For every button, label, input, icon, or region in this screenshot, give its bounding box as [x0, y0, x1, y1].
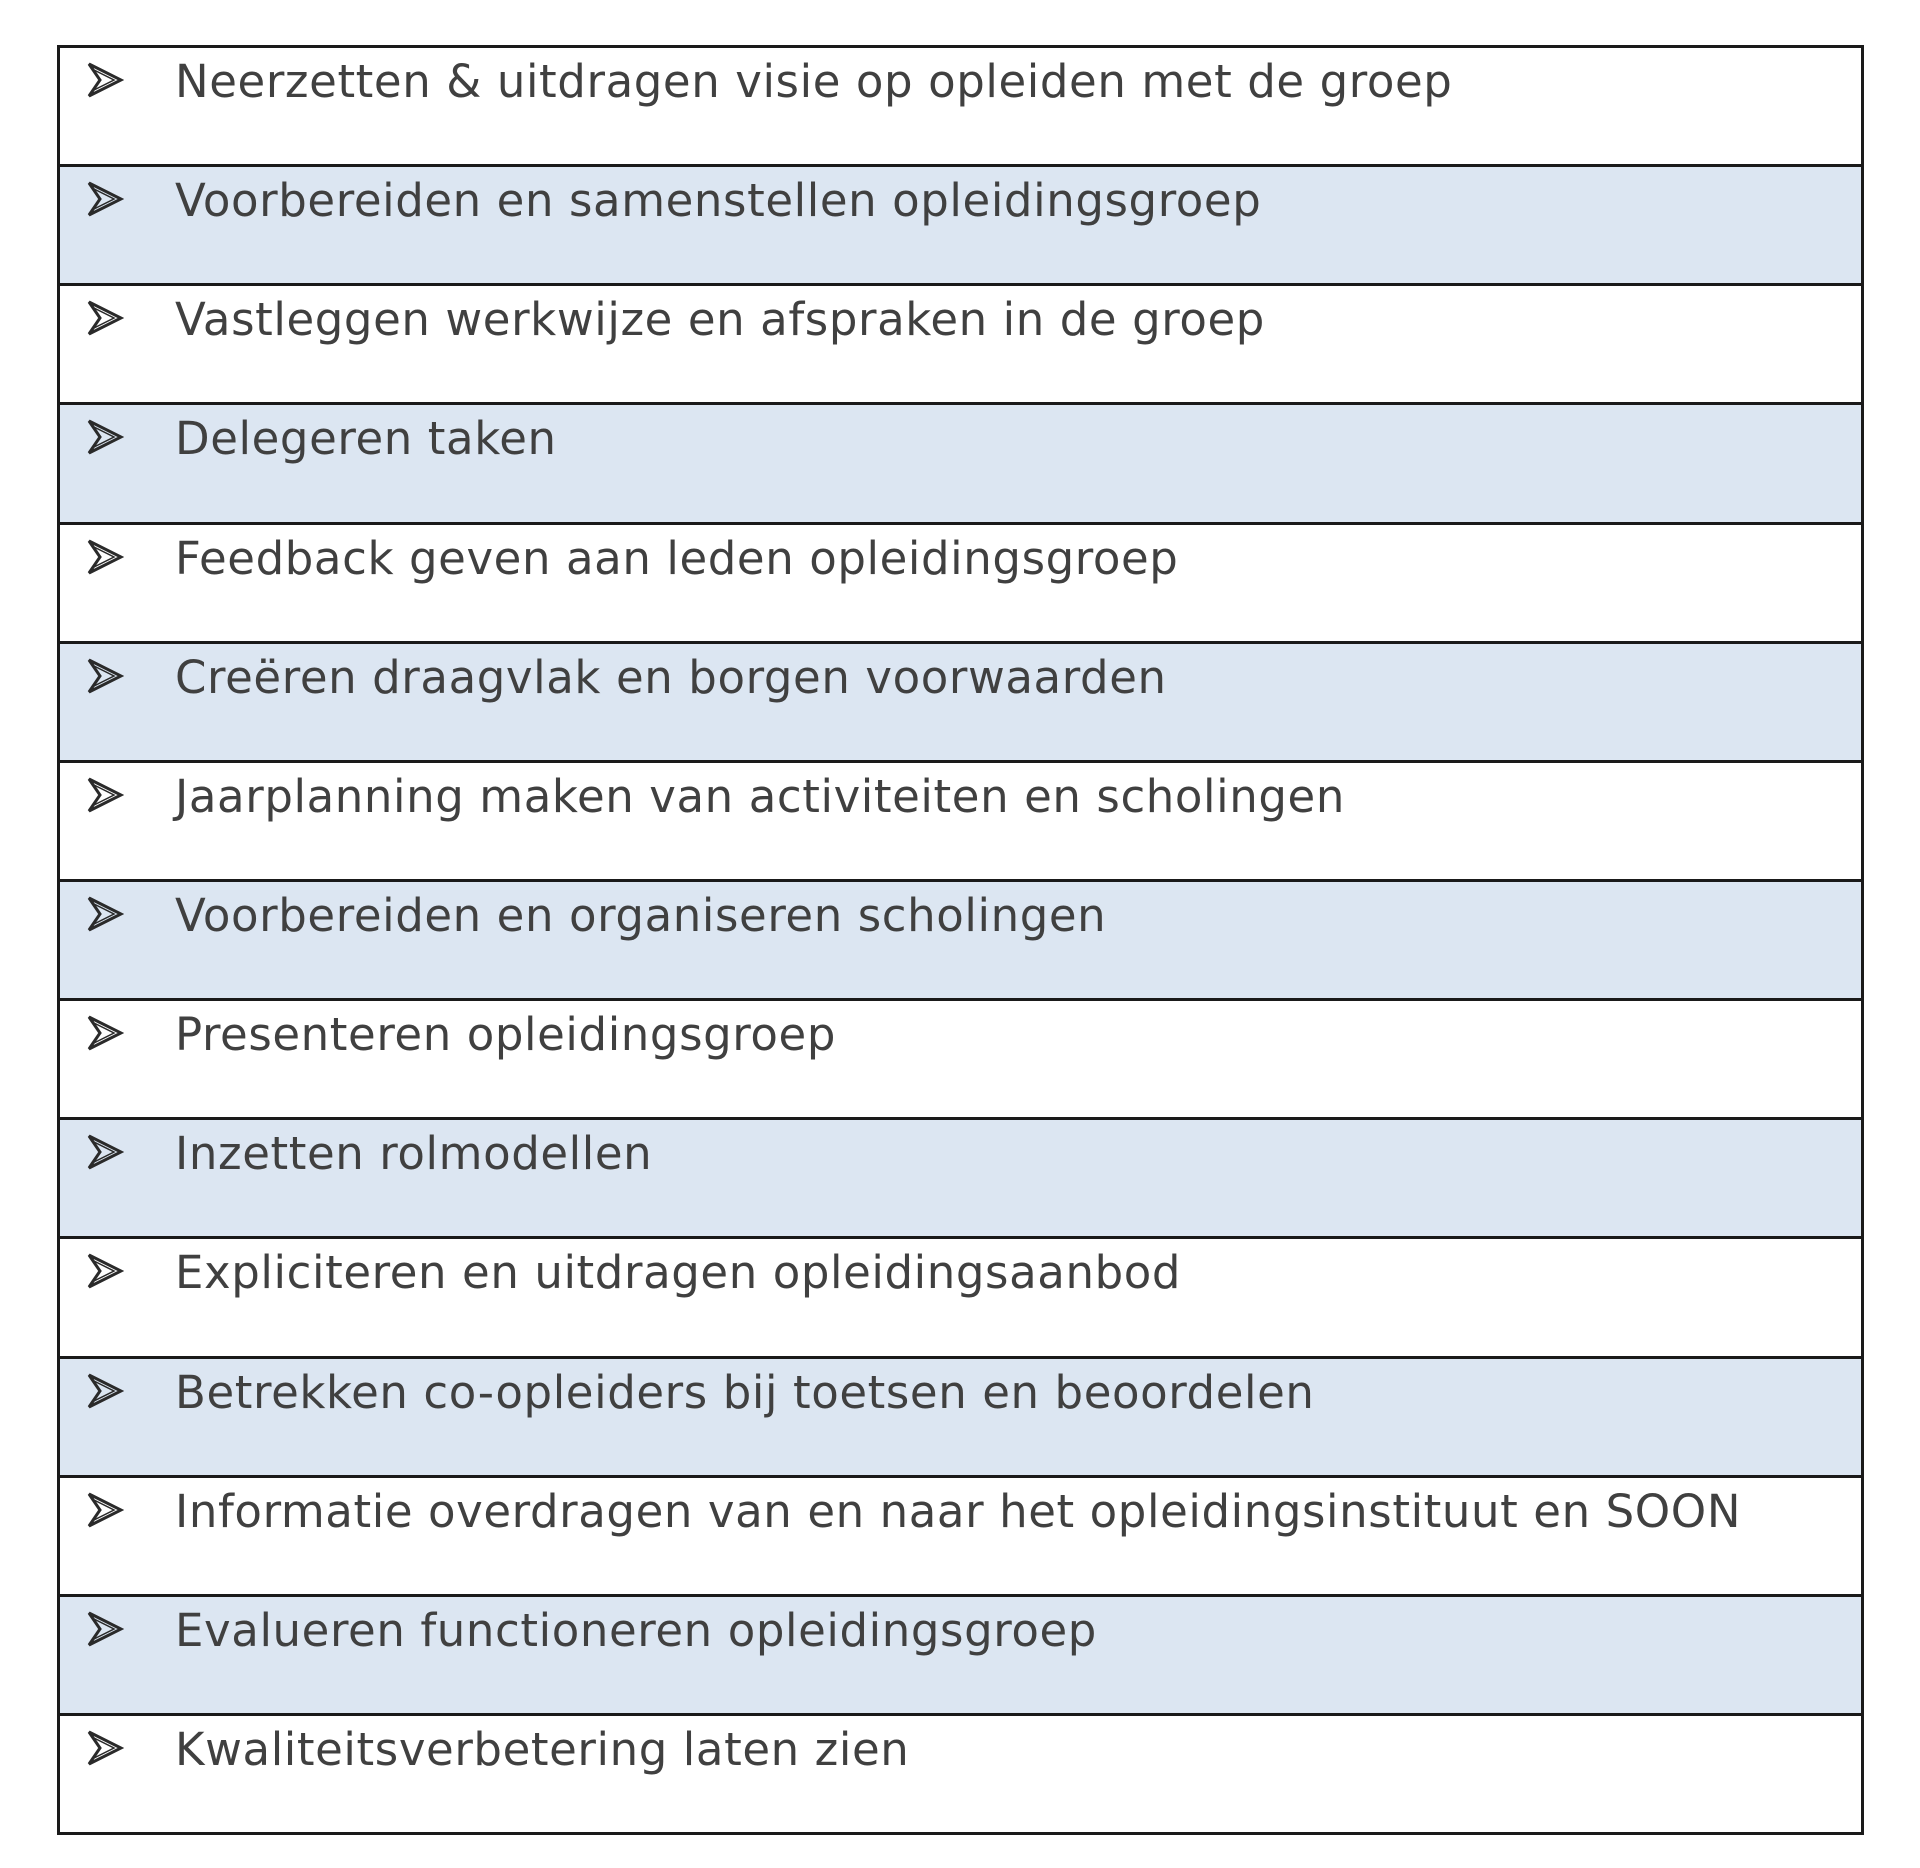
- arrowhead-bullet-icon: [86, 775, 124, 815]
- table-row: [60, 1475, 1861, 1594]
- table-row: [60, 641, 1861, 760]
- arrowhead-bullet-icon: [86, 1728, 124, 1768]
- arrowhead-bullet-icon: [86, 1371, 124, 1411]
- table-row: [60, 1117, 1861, 1236]
- arrowhead-bullet-icon: [86, 417, 124, 457]
- task-table: [57, 45, 1864, 1835]
- table-row: [60, 1713, 1861, 1832]
- arrowhead-bullet-icon: [86, 894, 124, 934]
- row-label: Voorbereiden en organiseren scholingen: [175, 888, 1107, 942]
- arrowhead-bullet-icon: [86, 179, 124, 219]
- table-row: [60, 522, 1861, 641]
- row-label: Evalueren functioneren opleidingsgroep: [175, 1603, 1097, 1657]
- table-row: [60, 998, 1861, 1117]
- arrowhead-bullet-icon: [86, 1609, 124, 1649]
- arrowhead-bullet-icon: [86, 1132, 124, 1172]
- arrowhead-bullet-icon: [86, 537, 124, 577]
- arrowhead-bullet-icon: [86, 656, 124, 696]
- arrowhead-bullet-icon: [86, 298, 124, 338]
- row-label: Betrekken co-opleiders bij toetsen en beoordelen: [175, 1365, 1315, 1419]
- table-row: [60, 1356, 1861, 1475]
- table-row: [60, 283, 1861, 402]
- row-label: Neerzetten & uitdragen visie op opleiden met de groep: [175, 55, 1453, 108]
- table-row: [60, 164, 1861, 283]
- row-label: Voorbereiden en samenstellen opleidingsgroep: [175, 174, 1262, 228]
- table-row: [60, 760, 1861, 879]
- arrowhead-bullet-icon: [86, 60, 124, 100]
- row-label: Informatie overdragen van en naar het opleidingsinstituut en SOON: [175, 1484, 1742, 1538]
- row-label: Delegeren taken: [175, 412, 557, 466]
- arrowhead-bullet-icon: [86, 1490, 124, 1530]
- table-row: [60, 402, 1861, 521]
- arrowhead-bullet-icon: [86, 1251, 124, 1291]
- row-label: Inzetten rolmodellen: [175, 1127, 653, 1181]
- row-label: Feedback geven aan leden opleidingsgroep: [175, 531, 1179, 585]
- arrowhead-bullet-icon: [86, 1013, 124, 1053]
- table-row: [60, 48, 1861, 164]
- table-row: [60, 1594, 1861, 1713]
- row-label: Jaarplanning maken van activiteiten en scholingen: [175, 769, 1345, 823]
- row-label: Presenteren opleidingsgroep: [175, 1008, 836, 1062]
- row-label: Kwaliteitsverbetering laten zien: [175, 1722, 910, 1776]
- table-row: [60, 1236, 1861, 1355]
- row-label: Creëren draagvlak en borgen voorwaarden: [175, 650, 1167, 704]
- table-row: [60, 879, 1861, 998]
- row-label: Vastleggen werkwijze en afspraken in de groep: [175, 293, 1265, 347]
- row-label: Expliciteren en uitdragen opleidingsaanbod: [175, 1246, 1182, 1300]
